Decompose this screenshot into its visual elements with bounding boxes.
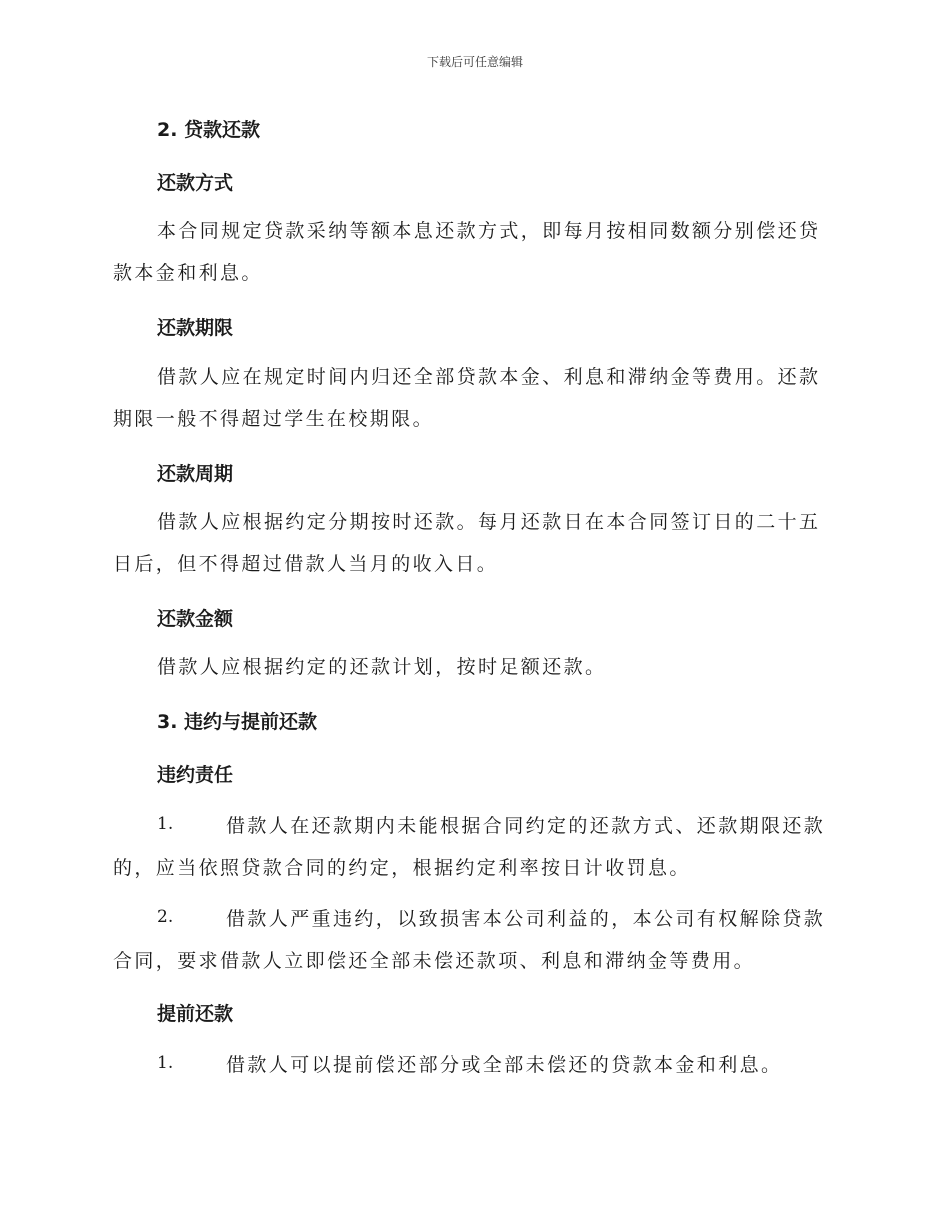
- breach-liability-title: 违约责任: [157, 764, 234, 786]
- paragraph-line: 借款人应根据约定分期按时还款。每月还款日在本合同签订日的二十五: [157, 511, 821, 533]
- paragraph-line: 款本金和利息。: [113, 262, 263, 284]
- list-item-line: 的，应当依照贷款合同的约定，根据约定利率按日计收罚息。: [113, 857, 691, 879]
- paragraph-line: 借款人应在规定时间内归还全部贷款本金、利息和滞纳金等费用。还款: [157, 366, 821, 388]
- list-item-line: 借款人严重违约，以致损害本公司利益的，本公司有权解除贷款: [226, 908, 826, 930]
- list-number: 1.: [157, 814, 174, 834]
- prepayment-title: 提前还款: [157, 1003, 234, 1025]
- section-3-title: 3. 违约与提前还款: [157, 711, 318, 733]
- repayment-cycle-paragraph: [113, 501, 833, 585]
- paragraph-line: 借款人应根据约定的还款计划，按时足额还款。: [157, 656, 607, 678]
- repayment-term-paragraph: [113, 356, 833, 440]
- list-item-line: 借款人可以提前偿还部分或全部未偿还的贷款本金和利息。: [226, 1054, 783, 1076]
- page-header: 下载后可任意编辑: [426, 55, 523, 69]
- repayment-cycle-title: 还款周期: [157, 463, 234, 485]
- section-2-title: 2. 贷款还款: [157, 119, 261, 141]
- paragraph-line: 日后，但不得超过借款人当月的收入日。: [113, 553, 499, 575]
- repayment-amount-title: 还款金额: [157, 608, 234, 630]
- repayment-amount-paragraph: [113, 646, 833, 688]
- repayment-method-paragraph: [113, 210, 833, 294]
- list-item-line: 合同，要求借款人立即偿还全部未偿还款项、利息和滞纳金等费用。: [113, 950, 756, 972]
- paragraph-line: 本合同规定贷款采纳等额本息还款方式，即每月按相同数额分别偿还贷: [157, 220, 821, 242]
- repayment-method-title: 还款方式: [157, 172, 234, 194]
- paragraph-line: 期限一般不得超过学生在校期限。: [113, 408, 435, 430]
- list-number: 2.: [157, 907, 174, 927]
- list-item-line: 借款人在还款期内未能根据合同约定的还款方式、还款期限还款: [226, 815, 826, 837]
- repayment-term-title: 还款期限: [157, 317, 234, 339]
- list-number: 1.: [157, 1053, 174, 1073]
